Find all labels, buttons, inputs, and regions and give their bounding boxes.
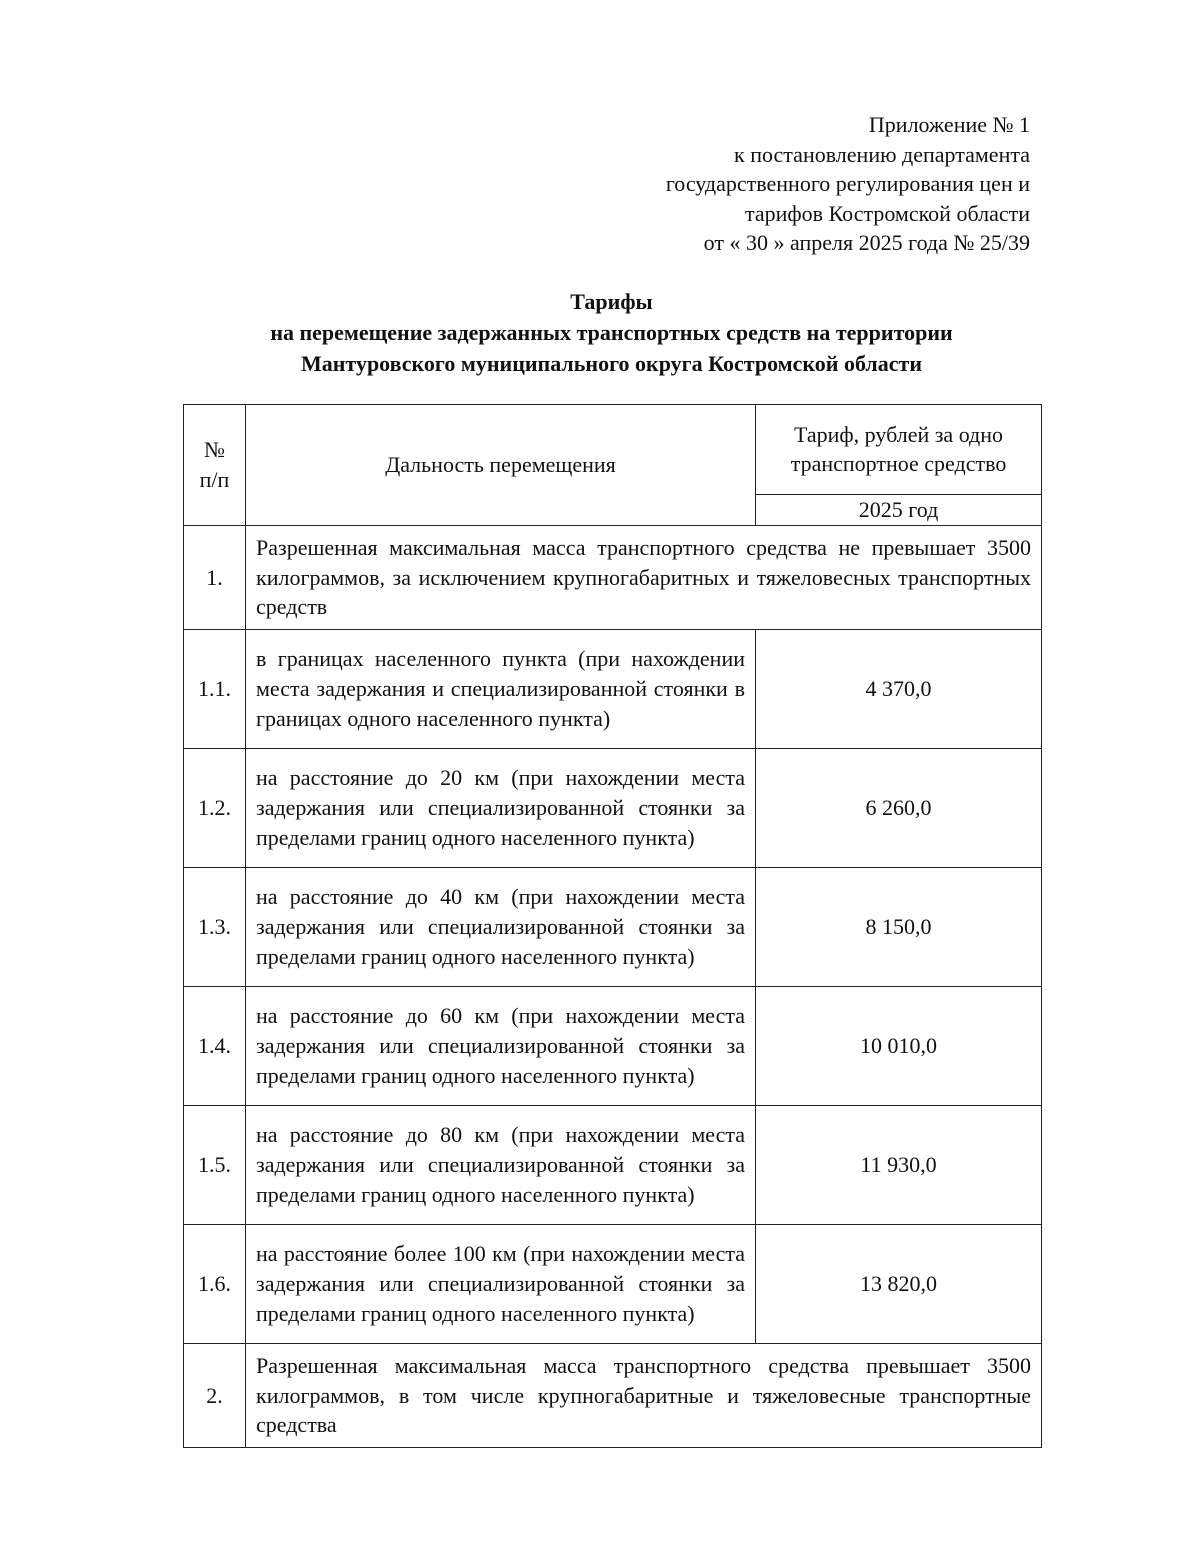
table-row-category-1 <box>184 526 1042 630</box>
row-text: на расстояние до 20 км (при нахождении места задержания или специализированной стоянки за пределами границ одного населенного пункта) <box>246 749 756 868</box>
header-year: 2025 год <box>756 494 1042 525</box>
row-value: 11 930,0 <box>756 1106 1042 1225</box>
row-num: 1.3. <box>184 868 246 987</box>
row-value: 4 370,0 <box>756 630 1042 749</box>
table-row <box>184 1225 1042 1344</box>
title-line-2: на перемещение задержанных транспортных средств на территории <box>270 320 953 345</box>
row-text: в границах населенного пункта (при нахождении места задержания и специализированной стоянки в границах одного населенного пункта) <box>246 630 756 749</box>
row-text: на расстояние до 40 км (при нахождении места задержания или специализированной стоянки за пределами границ одного населенного пункта) <box>246 868 756 987</box>
row-text: на расстояние до 60 км (при нахождении места задержания или специализированной стоянки за пределами границ одного населенного пункта) <box>246 987 756 1106</box>
document-title <box>0 286 1200 379</box>
header-distance: Дальность перемещения <box>246 405 756 526</box>
row-num: 1.5. <box>184 1106 246 1225</box>
header-tariff: Тариф, рублей за одно транспортное средство <box>756 405 1042 495</box>
row-num: 1.1. <box>184 630 246 749</box>
row-value: 8 150,0 <box>756 868 1042 987</box>
appendix-line: тарифов Костромской области <box>745 200 1030 226</box>
table-row-category-2 <box>184 1344 1042 1448</box>
row-value: 13 820,0 <box>756 1225 1042 1344</box>
header-num: № п/п <box>184 405 246 526</box>
table-row <box>184 749 1042 868</box>
table-row <box>184 630 1042 749</box>
tariffs-table <box>183 404 1042 1448</box>
title-line-1: Тарифы <box>570 289 653 314</box>
appendix-line: государственного регулирования цен и <box>665 171 1030 196</box>
appendix-line: к постановлению департамента <box>734 141 1030 167</box>
row-text: Разрешенная максимальная масса транспортного средства не превышает 3500 килограммов, за исключением крупногабаритных и тяжеловесных транспортных средств <box>246 526 1042 630</box>
row-value: 6 260,0 <box>756 749 1042 868</box>
appendix-block <box>430 110 1030 258</box>
title-line-3: Мантуровского муниципального округа Костромской области <box>300 351 923 376</box>
row-text: на расстояние более 100 км (при нахождении места задержания или специализированной стоянки за пределами границ одного населенного пункта) <box>246 1225 756 1344</box>
row-text: Разрешенная максимальная масса транспортного средства превышает 3500 килограммов, в том числе крупногабаритные и тяжеловесные транспортные средства <box>246 1344 1042 1448</box>
row-num: 1.4. <box>184 987 246 1106</box>
row-num: 1.2. <box>184 749 246 868</box>
row-num: 1.6. <box>184 1225 246 1344</box>
table-row <box>184 1106 1042 1225</box>
appendix-line: Приложение № 1 <box>868 112 1030 137</box>
row-num: 1. <box>184 526 246 630</box>
row-text: на расстояние до 80 км (при нахождении места задержания или специализированной стоянки за пределами границ одного населенного пункта) <box>246 1106 756 1225</box>
row-num: 2. <box>184 1344 246 1448</box>
table-header-row <box>184 405 1042 495</box>
appendix-line: от « 30 » апреля 2025 года № 25/39 <box>703 230 1030 255</box>
table-row <box>184 868 1042 987</box>
table-row <box>184 987 1042 1106</box>
row-value: 10 010,0 <box>756 987 1042 1106</box>
